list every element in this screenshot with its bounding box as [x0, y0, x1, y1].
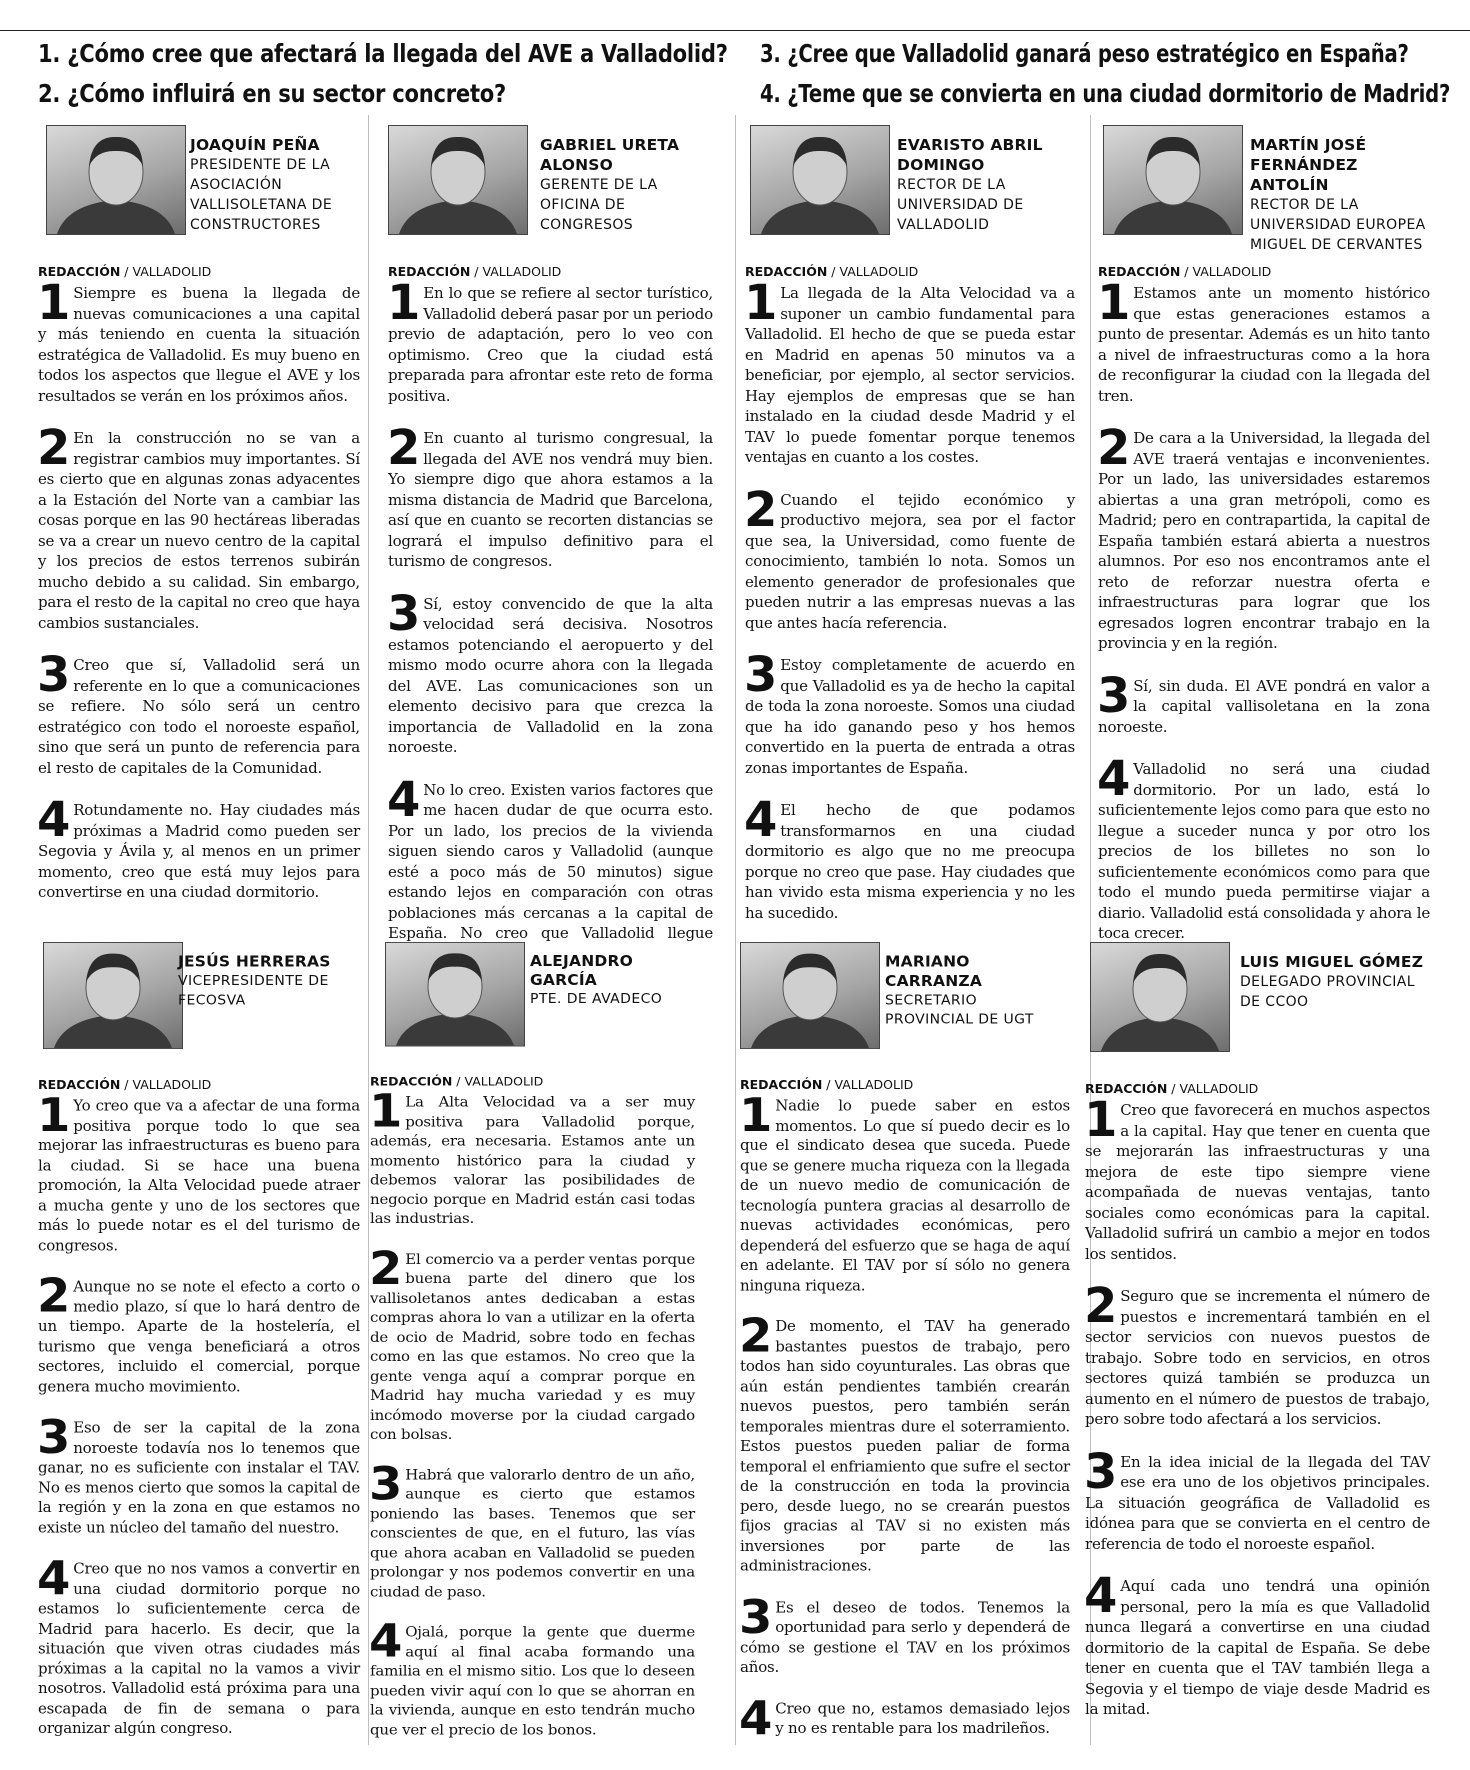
byline-outlet: REDACCIÓN [388, 264, 471, 279]
answer-text: Habrá que valorarlo dentro de un año, aunque es cierto que estamos poniendo las bases. Tenemos que ser conscientes de que, en el futuro, las vías que ahora acaban en Valladolid se pueden prolongar y nos podemos convertir en una ciudad de paso. [370, 1465, 695, 1600]
answer-text: En lo que se refiere al sector turístico, Valladolid deberá pasar por un periodo previo de adaptación, pero lo veo con optimismo. Creo que la ciudad está preparada para afrontar este reto de forma positiva. [388, 284, 713, 405]
interviewee-role: RECTOR DE LA UNIVERSIDAD DE VALLADOLID [897, 177, 1024, 233]
answer-number: 4 [744, 792, 778, 848]
answer-number: 4 [369, 1614, 403, 1668]
byline [38, 1076, 360, 1094]
answer [37, 647, 360, 778]
answer [37, 1551, 360, 1739]
interview-block [388, 125, 713, 986]
answer [739, 1690, 1070, 1746]
answer-text: Sí, estoy convencido de que la alta velocidad será decisiva. Nosotros estamos potenciando el aeropuerto y del mismo modo ocurre ahora con la llegada del AVE. Las comunicaciones son un elemento decisivo para que crezca la importancia de Valladolid en la zona noroeste. [388, 594, 713, 756]
portrait-photo [388, 125, 528, 235]
interview-block [38, 942, 360, 1760]
interviewee-role: SECRETARIO PROVINCIAL DE UGT [885, 992, 1034, 1028]
answer [37, 792, 360, 903]
answer [387, 275, 713, 406]
answer [387, 771, 713, 965]
answer-text: Creo que no nos vamos a convertir en una ciudad dormitorio porque no estamos lo suficientemente cerca de Madrid para hacerlo. Es decir, que la situación que viven otras ciudades más próximas a la capital no la vamos a vivir nosotros. Valladolid está próxima para una escapada de fin de semana o para organizar algún congreso. [38, 1559, 360, 1737]
answer-text: El hecho de que podamos transformarnos en una ciudad dormitorio es algo que no me preocupa porque no creo que pase. Hay ciudades que han vivido esta misma experiencia y no les ha sucedido. [745, 801, 1075, 922]
interviewee-role: PTE. DE AVADECO [530, 991, 663, 1007]
interviewee-role: PRESIDENTE DE LA ASOCIACIÓN VALLISOLETANA DE CONSTRUCTORES [190, 157, 333, 233]
interview-block [370, 942, 695, 1760]
interview-block [1098, 125, 1430, 966]
answer-number: 1 [1084, 1092, 1118, 1148]
answer-number: 1 [744, 275, 778, 331]
answer-text: En cuanto al turismo congresual, la llegada del AVE nos vendrá muy bien. Yo siempre digo que ahora estamos a la misma distancia de Madrid que Barcelona, así que en cuanto se recorten distancias se logrará el impulso definitivo para el turismo de congresos. [388, 429, 713, 570]
answer-text: En la construcción no se van a registrar cambios muy importantes. Sí es cierto que en algunas zonas adyacentes a la Estación del Norte van a cambiar las cosas porque en las 90 hectáreas liberadas se va a crear un nuevo centro de la capital y los precios de estos terrenos subirán mucho debido a su calidad. Sin embargo, para el resto de la capital no creo que haya cambios sustanciales. [38, 429, 360, 632]
answer-number: 2 [1084, 1278, 1118, 1334]
answer-text: De momento, el TAV ha generado bastantes puestos de trabajo, pero todos han sido coyunturales. Las obras que aún están pendientes también crearán nuevos puestos, pero también serán temporales mientras dure el soterramiento. Estos puestos pueden paliar de forma temporal el enfriamiento que sufre el sector de la construcción en toda la provincia pero, desde luego, no se crearán puestos fijos gracias al TAV si no existen más inversiones por parte de las administraciones. [740, 1317, 1070, 1575]
answer [744, 647, 1075, 778]
answer-number: 1 [37, 1087, 71, 1143]
interview-header [1098, 125, 1430, 263]
answer-number: 2 [1097, 420, 1131, 476]
interviewee-name: LUIS MIGUEL GÓMEZ [1240, 953, 1424, 971]
answer-text: Cuando el tejido económico y productivo mejora, sea por el factor que sea, la Universidad, como fuente de conocimiento, también lo nota. Somos un elemento generador de profesionales que pueden nutrir a las empresas nuevas a las que antes hacía referencia. [745, 490, 1075, 632]
answer [739, 1087, 1070, 1295]
question-4: 4. ¿Teme que se convierta en una ciudad dormitorio de Madrid? [760, 79, 1451, 108]
answer-number: 2 [37, 1268, 71, 1324]
byline-outlet: REDACCIÓN [38, 1077, 121, 1092]
answer [369, 1241, 695, 1444]
interview-block [745, 125, 1075, 945]
answer [37, 420, 360, 633]
answer-text: Creo que sí, Valladolid será un referente en lo que a comunicaciones se refiere. No sólo será un centro estratégico con todo el noroeste español, sino que será un punto de referencia para el resto de capitales de la Comunidad. [38, 656, 360, 777]
interviewee-name: GABRIEL URETA ALONSO [540, 136, 680, 174]
portrait-photo [1103, 125, 1243, 235]
answer-text: Siempre es buena la llegada de nuevas comunicaciones a una capital y más teniendo en cuenta la situación estratégica de Valladolid. Es muy bueno en todos los aspectos que llegue el AVE y los resultados se verán en los próximos años. [38, 284, 360, 405]
byline [1085, 1080, 1430, 1098]
answer-number: 1 [739, 1087, 773, 1143]
answer-number: 3 [739, 1589, 773, 1645]
answer-text: Sí, sin duda. El AVE pondrá en valor a la capital vallisoletana en la zona noroeste. [1098, 676, 1430, 736]
interviewee-name: ALEJANDRO GARCÍA [530, 952, 633, 989]
interviewee-info [897, 135, 1075, 235]
questions-right [760, 34, 1450, 114]
answer-text: Creo que favorecerá en muchos aspectos a la capital. Hay que tener en cuenta que se mejorarán las infraestructuras y una mejora de este tipo siempre viene acompañada de nuevas ventajas, tanto sociales como económicas para la capital. Valladolid sufrirá un cambio a mejor en todos los sentidos. [1085, 1101, 1430, 1263]
byline [370, 1073, 695, 1090]
byline-place: / VALLADOLID [822, 1077, 914, 1092]
answer-text: No lo creo. Existen varios factores que me hacen dudar de que ocurra esto. Por un lado, los precios de la vivienda siguen siendo caros y Valladolid (aunque esté a poco más de 50 minutos) sigue estando lejos en comparación con otras poblaciones más cercanas a la capital de España. No creo que Valladolid llegue [388, 780, 713, 942]
portrait-photo [740, 942, 880, 1049]
answer-text: Rotundamente no. Hay ciudades más próximas a Madrid como pueden ser Segovia y Ávila y, al menos en un primer momento, creo que está muy lejos para convertirse en una ciudad dormitorio. [38, 801, 360, 901]
answer-text: Ojalá, porque la gente que duerme aquí al final acaba formando una familia en el mismo sitio. Los que lo deseen pueden vivir aquí con lo que se ahorran en la vivienda, aunque en esto tendrán mucho que ver el precio de los bonos. [370, 1623, 695, 1738]
answer-text: La Alta Velocidad va a ser muy positiva para Valladolid porque, además, era necesaria. Estamos ante un momento histórico para la ciudad y debemos valorar las posibilidades de negocio porque en Madrid están casi todas las industrias. [370, 1093, 695, 1227]
questions-left [38, 34, 728, 114]
answer-number: 4 [1084, 1568, 1118, 1624]
answer-text: Estamos ante un momento histórico que estas generaciones estamos a punto de presentar. Además es un hito tanto a nivel de infraestructuras como a la hora de reconfigurar la ciudad con la llegada del tren. [1098, 284, 1430, 405]
answer-number: 1 [37, 275, 71, 331]
byline [38, 263, 360, 281]
answer [37, 1087, 360, 1256]
answer-number: 1 [369, 1084, 403, 1138]
answer [387, 585, 713, 758]
answer-number: 3 [387, 585, 421, 642]
answer [387, 420, 713, 572]
byline-outlet: REDACCIÓN [1098, 264, 1181, 279]
interview-header [1085, 942, 1430, 1080]
answer-number: 3 [37, 1410, 71, 1465]
answer-number: 4 [37, 1551, 71, 1606]
answer-number: 1 [1097, 275, 1131, 331]
byline-outlet: REDACCIÓN [1085, 1081, 1168, 1096]
portrait-photo [385, 942, 525, 1047]
interview-header [388, 125, 713, 263]
answer [744, 792, 1075, 923]
answer-number: 3 [1084, 1443, 1118, 1500]
interviewee-info [885, 952, 1070, 1030]
interview-header [370, 942, 695, 1073]
byline-place: / VALLADOLID [1180, 264, 1272, 279]
answer-number: 2 [739, 1308, 773, 1364]
interview-block [740, 942, 1070, 1760]
byline-place: / VALLADOLID [120, 264, 212, 279]
question-3: 3. ¿Cree que Valladolid ganará peso estratégico en España? [760, 39, 1409, 68]
answer [369, 1457, 695, 1601]
byline-outlet: REDACCIÓN [740, 1077, 823, 1092]
answer [1084, 1092, 1430, 1264]
answer-text: En la idea inicial de la llegada del TAV ese era uno de los objetivos principales. La situación geográfica de Valladolid es idónea para que se convierta en el centro de referencia de todo el noroeste español. [1085, 1452, 1430, 1553]
answer-text: El comercio va a perder ventas porque buena parte del dinero que los vallisoletanos antes dedicaban a estas compras ahora lo van a utilizar en la oferta de ocio de Madrid, sobre todo en fechas como en las que estamos. No creo que la gente venga aquí a comprar porque en Madrid hay mucha variedad y es muy incómodo moverse por la ciudad cargado con bolsas. [370, 1250, 695, 1443]
question-2: 2. ¿Cómo influirá en su sector concreto? [38, 79, 506, 108]
interviewee-info [1240, 952, 1430, 1012]
byline-outlet: REDACCIÓN [745, 264, 828, 279]
interviewee-role: VICEPRESIDENTE DE FECOSVA [178, 973, 329, 1009]
answer-number: 4 [1097, 751, 1131, 807]
interviewee-role: GERENTE DE LA OFICINA DE CONGRESOS [540, 177, 658, 233]
answer-number: 4 [37, 792, 71, 848]
interview-header [745, 125, 1075, 263]
interviewee-role: DELEGADO PROVINCIAL DE CCOO [1240, 974, 1415, 1010]
answer [1097, 751, 1430, 944]
answer [369, 1614, 695, 1739]
byline [388, 263, 713, 281]
answer [1084, 1278, 1430, 1430]
answer-number: 3 [369, 1457, 403, 1511]
answer [739, 1589, 1070, 1677]
answer [1097, 420, 1430, 654]
question-1: 1. ¿Cómo cree que afectará la llegada del AVE a Valladolid? [38, 39, 728, 68]
byline-place: / VALLADOLID [827, 264, 919, 279]
byline-outlet: REDACCIÓN [370, 1074, 453, 1089]
byline [740, 1076, 1070, 1094]
answer-text: De cara a la Universidad, la llegada del AVE traerá ventajas e inconvenientes. Por un lado, las universidades estaremos abiertas a una gran metrópoli, como es Madrid; pero en contrapartida, la capital de España también estará abierta a nuestros alumnos. Por eso nos encontramos ante el reto de reforzar nuestra oferta e infraestructuras para lograr que los egresados logren encontrar trabajo en la provincia y en la región. [1098, 429, 1430, 652]
interviewee-name: MARIANO CARRANZA [885, 952, 983, 990]
interview-header [740, 942, 1070, 1076]
column-rule [735, 115, 736, 1745]
interviewee-info [178, 952, 360, 1010]
answer-text: Aquí cada uno tendrá una opinión personal, pero la mía es que Valladolid nunca llegará a convertirse en una ciudad dormitorio de la capital de España. Se debe tener en cuenta que el TAV también llega a Segovia y el tiempo de viaje desde Madrid es la mitad. [1085, 1577, 1430, 1718]
answer-text: Yo creo que va a afectar de una forma positiva porque todo lo que sea mejorar las infraestructuras es bueno para la ciudad. Si se hace una buena promoción, la Alta Velocidad puede atraer a mucha gente y uno de los sectores que más lo puede notar es el del turismo de congresos. [38, 1096, 360, 1254]
interviewee-info [190, 135, 360, 235]
interviewee-name: EVARISTO ABRIL DOMINGO [897, 136, 1043, 174]
interview-header [38, 125, 360, 263]
interviewee-role: RECTOR DE LA UNIVERSIDAD EUROPEA MIGUEL DE CERVANTES [1250, 197, 1426, 253]
answer-number: 3 [1097, 667, 1131, 724]
answer-number: 1 [387, 275, 421, 331]
answer-text: Valladolid no será una ciudad dormitorio. Por un lado, está lo suficientemente lejos como para que esto no llegue a suceder nunca y por otro los precios de los billetes no son lo suficientemente económicos como para que todo el mundo pueda permitirse viajar a diario. Valladolid está consolidada y ahora le toca crecer. [1098, 760, 1430, 942]
interviewee-name: JOAQUÍN PEÑA [190, 136, 320, 154]
byline [1098, 263, 1430, 281]
answer-text: Aunque no se note el efecto a corto o medio plazo, sí que lo hará dentro de un tiempo. Aparte de la hostelería, el turismo que venga beneficiará a otros sectores, incluido el comercial, porque genera mucho movimiento. [38, 1277, 360, 1395]
answer [1084, 1568, 1430, 1720]
portrait-photo [750, 125, 890, 235]
portrait-photo [1090, 942, 1230, 1052]
answer-number: 4 [387, 771, 421, 828]
interviewee-info [540, 135, 713, 235]
answer-text: Seguro que se incrementa el número de puestos e incrementará también en el sector servicios con nuevos puestos de trabajo. Sobre todo en servicios, en otros sectores quizá también se produzca un aumento en el número de puestos de trabajo, pero sobre todo afectará a los servicios. [1085, 1287, 1430, 1428]
answer-text: Es el deseo de todos. Tenemos la oportunidad para serlo y dependerá de cómo se gestione el TAV en los próximos años. [740, 1598, 1070, 1676]
answer [1097, 275, 1430, 406]
answer-number: 3 [744, 647, 778, 703]
byline [745, 263, 1075, 281]
answer-number: 3 [37, 647, 71, 703]
answer [739, 1308, 1070, 1576]
interview-block [38, 125, 360, 925]
interviewee-info [530, 952, 695, 1009]
interview-header [38, 942, 360, 1076]
answer-text: La llegada de la Alta Velocidad va a suponer un cambio fundamental para Valladolid. El hecho de que se pueda estar en Madrid en apenas 50 minutos va a beneficiar, por ejemplo, al sector servicios. Hay ejemplos de empresas que se han instalado en la ciudad desde Madrid y el TAV lo puede fomentar porque tenemos ventajas en cuanto a los costes. [745, 284, 1075, 466]
top-rule [0, 30, 1470, 31]
answer-text: Eso de ser la capital de la zona noroeste todavía nos lo tenemos que ganar, no es suficiente con instalar el TAV. No es menos cierto que somos la capital de la región y en la zona en que estamos no existe un núcleo del tamaño del nuestro. [38, 1418, 360, 1537]
answer-number: 2 [744, 481, 778, 538]
byline-place: / VALLADOLID [120, 1077, 212, 1092]
answer-number: 2 [369, 1241, 403, 1295]
answer [37, 1268, 360, 1397]
answer-text: Creo que no, estamos demasiado lejos y no es rentable para los madrileños. [775, 1699, 1070, 1737]
portrait-photo [43, 942, 183, 1049]
answer-number: 2 [387, 420, 421, 476]
interviewee-info [1250, 135, 1430, 255]
answer [369, 1084, 695, 1228]
answer-text: Nadie lo puede saber en estos momentos. Lo que sí puedo decir es lo que el sindicato desea que suceda. Puede que se genere mucha riqueza con la llegada de un nuevo medio de comunicación de tecnología puntera gracias al desarrollo de nuevas actividades económicas, pero dependerá del esfuerzo que se haga de aquí en adelante. El TAV por sí sólo no genera ninguna riqueza. [740, 1096, 1070, 1294]
answer [744, 481, 1075, 634]
answer [744, 275, 1075, 468]
byline-outlet: REDACCIÓN [38, 264, 121, 279]
answer-number: 4 [739, 1690, 773, 1746]
interviewee-name: MARTÍN JOSÉ FERNÁNDEZ ANTOLÍN [1250, 136, 1367, 194]
answer [1084, 1443, 1430, 1555]
answer [1097, 667, 1430, 738]
interviewee-name: JESÚS HERRERAS [178, 952, 331, 971]
byline-place: / VALLADOLID [452, 1074, 544, 1089]
byline-place: / VALLADOLID [1167, 1081, 1259, 1096]
answer [37, 275, 360, 406]
portrait-photo [46, 125, 186, 235]
byline-place: / VALLADOLID [470, 264, 562, 279]
answer-number: 2 [37, 420, 71, 476]
interview-block [1085, 942, 1430, 1742]
answer-text: Estoy completamente de acuerdo en que Valladolid es ya de hecho la capital de toda la zona noroeste. Somos una ciudad que ha ido ganando peso y hos hemos convertido en la puerta de entrada a otras zonas importantes de España. [745, 656, 1075, 777]
answer [37, 1410, 360, 1538]
